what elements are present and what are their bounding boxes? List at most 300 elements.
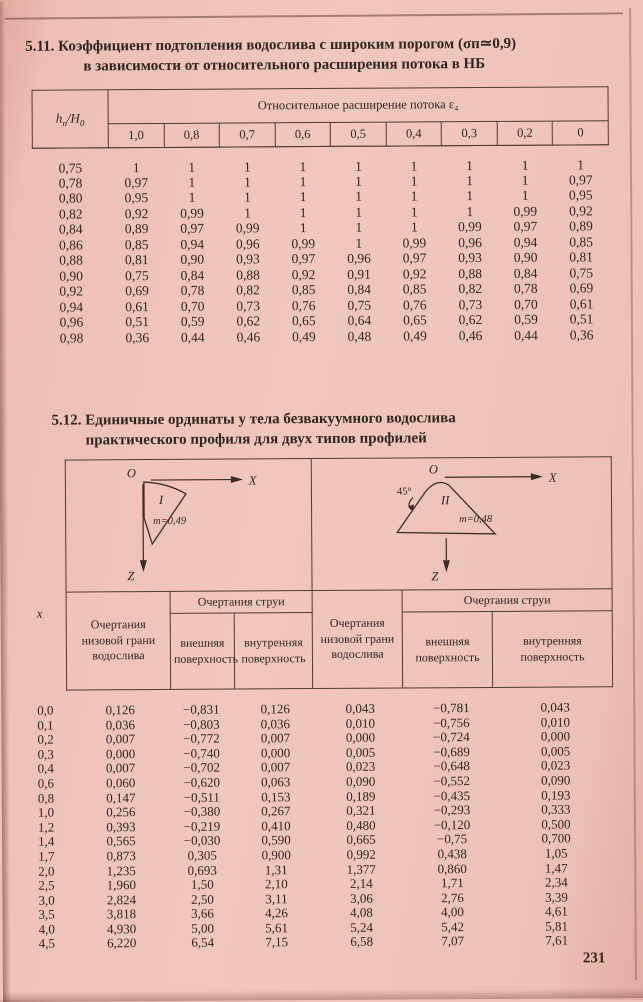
var-h-sub: п: [62, 118, 67, 128]
table-cell: 1: [219, 147, 275, 174]
table-cell: −0,293: [406, 802, 498, 817]
table-cell: 0,46: [221, 329, 277, 345]
inner-surface-header-i: внутренняя поверхность: [234, 613, 312, 689]
table-cell: 0,44: [498, 327, 554, 343]
table-cell: 0,90: [33, 268, 109, 284]
table-cell: 3,5: [32, 907, 74, 922]
table-cell: 0,82: [442, 281, 498, 297]
table-body: [32, 145, 609, 346]
table-cell: 1: [275, 173, 331, 189]
table-cell: −0,75: [406, 831, 498, 846]
table-cell: 0,005: [497, 743, 613, 758]
table-cell: 0,010: [315, 715, 405, 730]
table-cell: 0,91: [331, 266, 387, 282]
table-cell: 7,07: [407, 934, 499, 949]
profile-ii-diagram: [312, 457, 611, 585]
table-cell: 0,98: [33, 330, 109, 346]
downstream-face-header-i: Очертания низовой грани водослива: [66, 591, 171, 690]
table-cell: 0,93: [220, 251, 276, 267]
table-cell: 0,78: [165, 283, 221, 299]
var-H-sub: 0: [80, 118, 85, 128]
table-cell: 3,11: [236, 891, 316, 906]
profile-i-diagram-cell: [65, 459, 312, 592]
table-cell: −0,380: [168, 804, 236, 819]
table-cell: 4,930: [75, 921, 169, 936]
table-cell: 0,147: [74, 790, 168, 805]
table-cell: 4,26: [236, 906, 316, 921]
table-cell: 3,06: [316, 890, 406, 905]
table-header-row: [32, 87, 608, 125]
z-axis-arrow-icon: [139, 560, 146, 572]
table-cell: 0,48: [332, 328, 388, 344]
table-cell: −0,831: [167, 702, 235, 717]
table-cell: 0,84: [33, 221, 109, 237]
table-cell: 3,66: [168, 906, 236, 921]
table-cell: 0,700: [498, 831, 614, 846]
table-cell: −0,511: [168, 789, 236, 804]
table-cell: 0,321: [316, 803, 406, 818]
span-header: Относительное расширение потока ε₄: [108, 87, 608, 124]
table-cell: 0,80: [33, 190, 109, 206]
table-cell: 0,1: [31, 717, 73, 732]
table-cell: 1: [386, 146, 442, 173]
table-cell: 0,6: [32, 776, 74, 791]
table-cell: 0,84: [331, 282, 387, 298]
table-header: [32, 87, 608, 149]
table-cell: 0,97: [553, 172, 609, 188]
table-cell: 0,70: [165, 298, 221, 314]
table-cell: 0,81: [109, 252, 165, 268]
x-axis-label: X: [547, 471, 557, 485]
outer-surface-header-ii: внешняя поверхность: [402, 612, 492, 689]
separator: /: [67, 110, 71, 125]
table-cell: 0,88: [33, 252, 109, 268]
table-cell: 0,85: [553, 234, 609, 250]
table-cell: 0,76: [387, 297, 443, 313]
table-cell: 1: [164, 174, 220, 190]
table-cell: 0,410: [236, 818, 316, 833]
table-cell: 0,036: [73, 717, 167, 732]
table-cell: 5,81: [499, 918, 615, 933]
x-axis-line: [444, 477, 530, 478]
table-cell: 0,69: [554, 280, 610, 296]
column-header: 0,3: [441, 121, 497, 145]
outer-surface-header-i: внешняя поверхность: [170, 613, 234, 689]
table-cell: 2,76: [406, 890, 498, 905]
table-cell: 0,010: [497, 714, 613, 729]
table-cell: 1: [275, 189, 331, 205]
scan-edge-top: [5, 12, 623, 19]
table-cell: 0,75: [109, 267, 165, 283]
table-cell: 1: [220, 205, 276, 221]
table-cell: 0,82: [220, 282, 276, 298]
table-cell: −0,740: [167, 745, 235, 760]
table-cell: 0,86: [33, 237, 109, 253]
table-cell: 0,153: [236, 789, 316, 804]
table-cell: 0,99: [387, 235, 443, 251]
table-cell: 7,15: [237, 935, 317, 950]
profile-number: II: [440, 493, 450, 507]
table-cell: 2,10: [236, 876, 316, 891]
table-cell: 6,58: [317, 934, 407, 949]
table-cell: 0,61: [554, 296, 610, 312]
table-cell: 0,900: [236, 847, 316, 862]
table-cell: 2,824: [74, 892, 168, 907]
table-cell: 1: [442, 188, 498, 204]
table-cell: 0,873: [74, 848, 168, 863]
table-cell: 1,31: [236, 862, 316, 877]
table-cell: −0,219: [168, 818, 236, 833]
table-cell: 1,377: [316, 861, 406, 876]
table-cell: 0,007: [236, 760, 316, 775]
table-cell: 0,000: [315, 730, 405, 745]
x-axis-arrow-icon: [230, 476, 242, 483]
table-cell: 1: [497, 145, 553, 172]
table-cell: 0,95: [553, 187, 609, 203]
table-cell: 0,73: [220, 298, 276, 314]
table-cell: 0,256: [74, 804, 168, 819]
table-cell: 0,665: [316, 832, 406, 847]
table-cell: 0,036: [235, 716, 315, 731]
table-cell: 0,94: [498, 234, 554, 250]
table-cell: 0,99: [498, 203, 554, 219]
table-cell: 0,76: [276, 297, 332, 313]
table-cell: 1: [331, 189, 387, 205]
table-cell: 0,438: [406, 846, 498, 861]
table-cell: 6,220: [75, 936, 169, 951]
table-cell: 1: [553, 145, 609, 172]
table-cell: 1,2: [32, 819, 74, 834]
table-cell: 1,71: [406, 875, 498, 890]
table-cell: 1,50: [168, 877, 236, 892]
table-cell: 0,267: [236, 803, 316, 818]
table-cell: 0,97: [276, 251, 332, 267]
column-header: 0,6: [275, 122, 331, 146]
table-cell: 1: [331, 220, 387, 236]
table-cell: 0,82: [33, 206, 109, 222]
table-cell: −0,781: [405, 700, 497, 715]
var-H: H: [70, 110, 79, 125]
table-cell: 0,3: [32, 746, 74, 761]
origin-label: O: [428, 462, 437, 476]
table-cell: 1: [108, 147, 164, 174]
z-axis-arrow-icon: [442, 560, 449, 572]
table-cell: 1: [220, 189, 276, 205]
table-cell: 0,44: [165, 329, 221, 345]
table-cell: 1,05: [498, 845, 614, 860]
table-cell: 2,5: [32, 878, 74, 893]
table-cell: 1: [164, 147, 220, 174]
table-cell: 0,023: [316, 759, 406, 774]
table-cell: 0,78: [33, 175, 109, 191]
table-cell: 2,0: [32, 863, 74, 878]
table-cell: 0,99: [276, 235, 332, 251]
table-cell: 7,61: [499, 933, 615, 948]
table-cell: 0,78: [498, 281, 554, 297]
table-cell: 0,023: [498, 758, 614, 773]
x-axis-label: X: [247, 473, 257, 487]
table-cell: 1: [275, 204, 331, 220]
table-cell: 0,126: [235, 701, 315, 716]
table-cell: 0,70: [498, 296, 554, 312]
table-cell: 0,85: [109, 236, 165, 252]
table-cell: −0,435: [406, 788, 498, 803]
z-axis-label: Z: [431, 569, 439, 583]
ordinates-table-header: [65, 456, 613, 691]
table-cell: 0,000: [74, 746, 168, 761]
jet-outline-header-i: Очертания струи: [170, 590, 312, 613]
submergence-coefficient-table: [31, 86, 610, 346]
table-cell: 0,81: [553, 249, 609, 265]
column-header: 0: [553, 121, 609, 145]
table-cell: 0,46: [443, 327, 499, 343]
table-cell: −0,689: [405, 744, 497, 759]
table-cell: 0,007: [74, 761, 168, 776]
table-cell: −0,803: [167, 716, 235, 731]
table-cell: 0,92: [276, 266, 332, 282]
table-cell: −0,030: [168, 833, 236, 848]
slope-label: m=0,49: [153, 516, 187, 527]
column-header: 0,8: [164, 123, 220, 147]
table-cell: 0,90: [498, 250, 554, 266]
table-cell: 0,2: [31, 732, 73, 747]
table-cell: 0,89: [109, 221, 165, 237]
table-cell: 0,92: [109, 205, 165, 221]
table-cell: 0,992: [316, 847, 406, 862]
table-cell: 0,063: [236, 774, 316, 789]
table-cell: 0,333: [498, 802, 614, 817]
weir-profile-i-shape: [143, 482, 185, 544]
table-cell: 1: [497, 172, 553, 188]
table-cell: 1: [275, 146, 331, 173]
table-cell: −0,120: [406, 817, 498, 832]
table-cell: 0,96: [220, 236, 276, 252]
table-cell: 1,47: [498, 860, 614, 875]
section-5-11-title: [25, 34, 615, 77]
slope-label: m=0,48: [459, 514, 493, 525]
table-cell: 1: [331, 235, 387, 251]
table-cell: 5,00: [169, 921, 237, 936]
table-cell: 1: [386, 204, 442, 220]
table-cell: 1: [442, 145, 498, 172]
table-cell: 1,4: [32, 834, 74, 849]
table-cell: 1,7: [32, 849, 74, 864]
table-cell: 5,61: [237, 920, 317, 935]
table-cell: 0,97: [109, 174, 165, 190]
section-title-line: практического профиля для двух типов профилей: [52, 428, 597, 451]
table-cell: 0,88: [442, 265, 498, 281]
table-cell: −0,648: [406, 758, 498, 773]
table-cell: 1: [164, 190, 220, 206]
table-cell: 0,62: [443, 312, 499, 328]
table-cell: 0,0: [31, 703, 73, 718]
table-cell: 0,043: [497, 699, 613, 714]
table-cell: 0,96: [442, 234, 498, 250]
table-cell: 0,51: [109, 314, 165, 330]
table-cell: 0,97: [498, 219, 554, 235]
table-cell: 0,393: [74, 819, 168, 834]
table-cell: 1,235: [74, 863, 168, 878]
table-cell: 0,59: [165, 314, 221, 330]
table-cell: 4,5: [33, 936, 75, 951]
table-cell: 0,96: [33, 314, 109, 330]
table-cell: −0,756: [405, 715, 497, 730]
table-cell: 0,94: [33, 299, 109, 315]
z-axis-label: Z: [127, 569, 135, 583]
scan-edge-right: [629, 8, 637, 980]
table-cell: 0,92: [387, 266, 443, 282]
table-cell: 0,95: [109, 190, 165, 206]
table-row: [33, 933, 615, 951]
x-column-header: x: [37, 606, 43, 622]
table-cell: 0,51: [554, 311, 610, 327]
table-cell: 0,193: [498, 787, 614, 802]
table-cell: 0,69: [109, 283, 165, 299]
table-cell: 2,34: [498, 875, 614, 890]
table-cell: 0,126: [73, 702, 167, 717]
table-cell: 0,090: [498, 772, 614, 787]
table-cell: 0,060: [74, 775, 168, 790]
column-header: 1,0: [108, 123, 164, 147]
table-cell: 0,36: [109, 329, 165, 345]
table-cell: 1: [497, 188, 553, 204]
diagram-row: [65, 457, 612, 592]
profile-i-diagram: [66, 459, 311, 586]
table-row: [32, 145, 608, 176]
table-cell: 0,64: [332, 313, 388, 329]
table-cell: 5,24: [317, 920, 407, 935]
table-cell: 0,93: [442, 250, 498, 266]
table-cell: 0,500: [498, 816, 614, 831]
table-cell: 0,65: [276, 313, 332, 329]
table-cell: 0,693: [168, 862, 236, 877]
table-cell: 0,99: [442, 219, 498, 235]
table-cell: 0,590: [236, 833, 316, 848]
table-cell: 1: [275, 220, 331, 236]
table-cell: 3,39: [498, 889, 614, 904]
ordinates-table: [31, 699, 615, 951]
table-cell: −0,702: [168, 760, 236, 775]
table-cell: 1,0: [32, 805, 74, 820]
table-cell: 1,960: [74, 877, 168, 892]
table-cell: 1: [331, 146, 387, 173]
table-cell: 1: [331, 204, 387, 220]
table-cell: 4,0: [33, 922, 75, 937]
table-cell: 0,84: [498, 265, 554, 281]
table-cell: 1: [386, 188, 442, 204]
table-cell: −0,620: [168, 775, 236, 790]
section-title-line: в зависимости от относительного расширения потока в НБ: [25, 54, 615, 77]
table-cell: 0,92: [553, 203, 609, 219]
column-header: 0,2: [497, 121, 553, 145]
table-cell: 0,96: [331, 251, 387, 267]
table-cell: 0,92: [33, 283, 109, 299]
table-cell: −0,724: [405, 729, 497, 744]
weir-ordinates-table-block: [30, 456, 615, 951]
table-cell: 0,85: [276, 282, 332, 298]
table-cell: 0,94: [164, 236, 220, 252]
table-cell: 0,97: [387, 250, 443, 266]
table-cell: 2,50: [168, 891, 236, 906]
table-cell: −0,552: [406, 773, 498, 788]
x-axis-arrow-icon: [530, 473, 542, 480]
table-cell: 6,54: [169, 935, 237, 950]
table-cell: 0,090: [316, 774, 406, 789]
table-cell: 1: [331, 173, 387, 189]
downstream-face-header-ii: Очертания низовой грани водослива: [312, 590, 403, 689]
angle-label: 45°: [396, 486, 411, 497]
profile-number: I: [157, 493, 163, 507]
section-title-text: Единичные ординаты y тела безвакуумного водослива: [85, 410, 456, 428]
table-cell: 1: [442, 172, 498, 188]
table-cell: 0,007: [235, 730, 315, 745]
table-cell: 0,480: [316, 817, 406, 832]
table-cell: 1: [220, 174, 276, 190]
table-cell: 4,61: [498, 904, 614, 919]
profile-ii-diagram-cell: [311, 457, 612, 590]
table-cell: 5,42: [407, 919, 499, 934]
table-cell: 0,88: [220, 267, 276, 283]
var-h: h: [56, 110, 63, 125]
table-cell: 0,49: [276, 328, 332, 344]
table-cell: 0,73: [443, 296, 499, 312]
table-body: [31, 699, 615, 951]
table-cell: 0,000: [497, 729, 613, 744]
table-cell: 0,90: [165, 252, 221, 268]
table-cell: 0,97: [164, 221, 220, 237]
table-cell: 0,75: [32, 148, 108, 175]
table-cell: 0,49: [387, 328, 443, 344]
table-cell: 0,189: [316, 788, 406, 803]
jet-outline-header-ii: Очертания струи: [402, 588, 612, 612]
table-cell: 4,00: [406, 904, 498, 919]
column-header: 0,5: [330, 122, 386, 146]
table-cell: −0,772: [167, 731, 235, 746]
table-cell: 0,99: [164, 205, 220, 221]
table-cell: 0,8: [32, 790, 74, 805]
scan-edge-left: [0, 2, 11, 1002]
table-cell: 0,65: [387, 312, 443, 328]
table-cell: 0,84: [165, 267, 221, 283]
table-cell: 0,59: [498, 312, 554, 328]
column-header: 0,7: [219, 123, 275, 147]
table-cell: 0,89: [553, 218, 609, 234]
origin-label: O: [126, 466, 135, 480]
table-cell: 0,75: [331, 297, 387, 313]
table-cell: 4,08: [316, 905, 406, 920]
table-cell: 0,000: [235, 745, 315, 760]
page-number: 231: [583, 950, 606, 967]
table-cell: 0,565: [74, 833, 168, 848]
table-cell: 0,005: [315, 744, 405, 759]
inner-surface-header-ii: внутренняя поверхность: [492, 611, 612, 688]
section-number: 5.12.: [51, 412, 81, 428]
column-headers-row: [32, 121, 608, 149]
table-cell: 0,36: [554, 327, 610, 343]
table-cell: 0,85: [387, 281, 443, 297]
table-cell: 0,305: [168, 848, 236, 863]
table-row: [33, 327, 609, 346]
table-cell: 1: [386, 173, 442, 189]
table-cell: 0,007: [73, 731, 167, 746]
table-cell: 0,75: [553, 265, 609, 281]
table-cell: 0,043: [315, 701, 405, 716]
corner-header-hp-h0: [32, 90, 108, 148]
table-cell: 0,62: [220, 313, 276, 329]
table-cell: 0,860: [406, 861, 498, 876]
table-cell: 0,4: [32, 761, 74, 776]
table-cell: 1: [387, 219, 443, 235]
